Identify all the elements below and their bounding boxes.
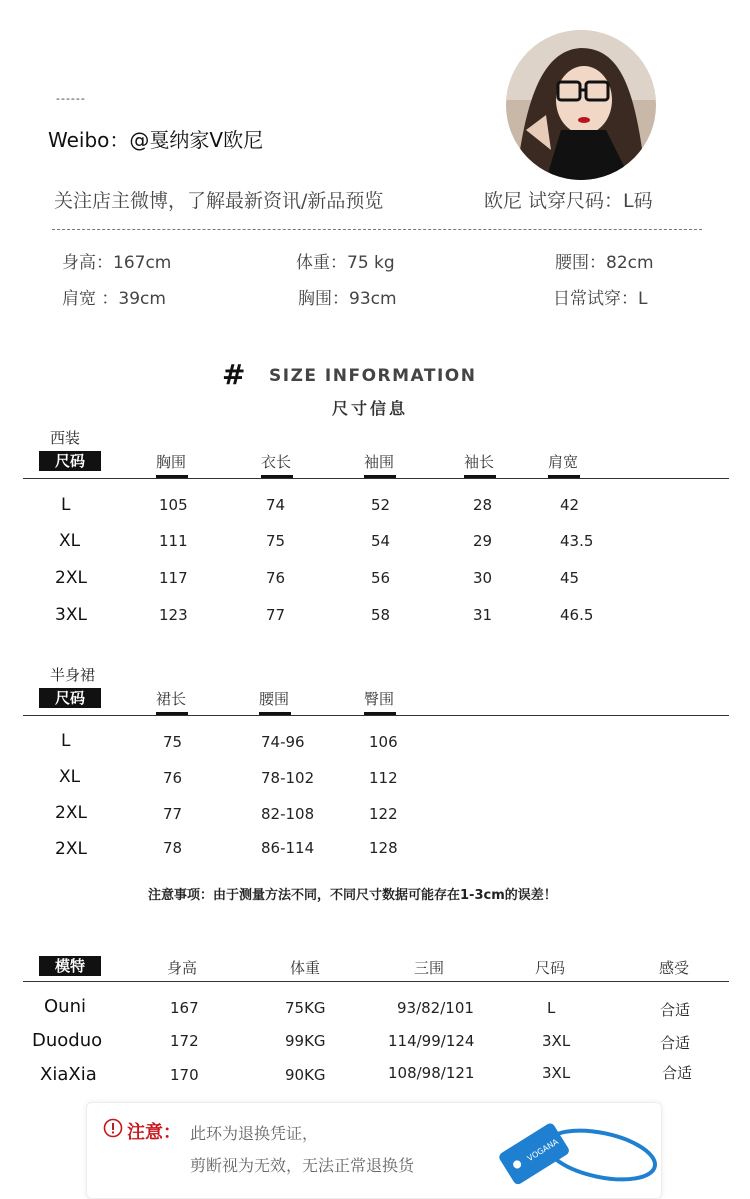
model-row-1-measurements: 93/82/101 (397, 999, 474, 1017)
table-divider (23, 981, 729, 982)
suit-row-3-shoulder: 45 (560, 569, 580, 587)
stat-height: 身高：167cm (62, 253, 172, 273)
model-row-3-name: XiaXia (40, 1064, 97, 1085)
stat-weight: 体重：75 kg (296, 253, 395, 273)
suit-header-sleeve-girth: 袖围 (364, 453, 395, 471)
model-header-model: 模特 (39, 956, 101, 976)
section-title-cn: 尺寸信息 (332, 399, 409, 418)
skirt-row-1-waist: 74-96 (261, 733, 305, 751)
stat-daily-size: 日常试穿：L (553, 289, 648, 309)
model-row-1-size: L (547, 999, 556, 1017)
suit-row-3-size: 2XL (55, 568, 87, 588)
suit-header-length: 衣长 (261, 453, 292, 471)
notice-line-2: 剪断视为无效，无法正常退换货 (190, 1156, 415, 1175)
suit-row-2-length: 75 (266, 532, 286, 550)
suit-row-2-shoulder: 43.5 (560, 532, 594, 550)
skirt-row-1-length: 75 (163, 733, 183, 751)
suit-row-1-sleeve-length: 28 (473, 496, 493, 514)
suit-row-3-bust: 117 (159, 569, 188, 587)
suit-header-bust: 胸围 (156, 453, 187, 471)
model-header-weight: 体重 (290, 959, 321, 977)
suit-header-shoulder: 肩宽 (548, 453, 579, 471)
suit-row-4-shoulder: 46.5 (560, 606, 594, 624)
skirt-row-3-size: 2XL (55, 803, 87, 823)
suit-row-2-sleeve-girth: 54 (371, 532, 391, 550)
suit-row-3-sleeve-length: 30 (473, 569, 493, 587)
model-row-2-weight: 99KG (285, 1032, 326, 1050)
suit-row-2-size: XL (59, 531, 81, 551)
model-header-size: 尺码 (535, 959, 566, 977)
table-divider (23, 715, 729, 716)
model-row-3-measurements: 108/98/121 (388, 1064, 475, 1082)
suit-row-4-sleeve-length: 31 (473, 606, 493, 624)
stat-shoulder: 肩宽 ：39cm (62, 289, 166, 309)
skirt-header-hip: 臀围 (364, 690, 395, 708)
suit-row-1-bust: 105 (159, 496, 188, 514)
skirt-row-4-size: 2XL (55, 839, 87, 859)
skirt-row-3-hip: 122 (369, 805, 398, 823)
measurement-note: 注意事项：由于测量方法不同，不同尺寸数据可能存在1-3cm的误差！ (148, 888, 557, 903)
skirt-row-4-waist: 86-114 (261, 839, 315, 857)
suit-row-4-length: 77 (266, 606, 286, 624)
notice-prefix: 注意： (127, 1122, 181, 1143)
avatar-photo (506, 30, 656, 180)
model-header-feeling: 感受 (659, 959, 690, 977)
skirt-header-length: 裙长 (156, 690, 187, 708)
stat-bust: 胸围：93cm (298, 289, 397, 309)
skirt-row-3-waist: 82-108 (261, 805, 315, 823)
section-title-en: SIZE INFORMATION (269, 366, 477, 386)
model-row-3-weight: 90KG (285, 1066, 326, 1084)
suit-row-1-sleeve-girth: 52 (371, 496, 391, 514)
suit-header-size: 尺码 (39, 451, 101, 471)
model-header-measurements: 三围 (414, 959, 445, 977)
skirt-row-4-length: 78 (163, 839, 183, 857)
skirt-row-4-hip: 128 (369, 839, 398, 857)
model-row-3-size: 3XL (542, 1064, 571, 1082)
decorative-dashes: ------ (56, 92, 86, 105)
suit-row-1-length: 74 (266, 496, 286, 514)
tag-text: VOGANA (525, 1137, 560, 1164)
suit-row-2-sleeve-length: 29 (473, 532, 493, 550)
notice-line-1: 此环为退换凭证， (190, 1124, 319, 1143)
skirt-table-label: 半身裙 (50, 666, 96, 684)
skirt-row-1-size: L (61, 731, 71, 751)
model-row-1-feeling: 合适 (660, 1001, 691, 1019)
avatar (506, 30, 656, 180)
notice-box (86, 1102, 662, 1199)
model-row-2-feeling: 合适 (660, 1034, 691, 1052)
model-row-1-name: Ouni (44, 996, 86, 1017)
return-tag-icon (491, 1105, 661, 1195)
suit-table-label: 西装 (50, 429, 81, 447)
table-divider (23, 478, 729, 479)
suit-row-1-shoulder: 42 (560, 496, 580, 514)
skirt-header-size: 尺码 (39, 688, 101, 708)
dashed-divider (52, 229, 702, 230)
weibo-handle: Weibo：@戛纳家V欧尼 (48, 128, 264, 152)
model-row-3-height: 170 (170, 1066, 199, 1084)
suit-row-4-bust: 123 (159, 606, 188, 624)
suit-header-sleeve-length: 袖长 (464, 453, 495, 471)
model-row-2-height: 172 (170, 1032, 199, 1050)
suit-row-2-bust: 111 (159, 532, 188, 550)
model-row-1-height: 167 (170, 999, 199, 1017)
suit-row-1-size: L (61, 495, 71, 515)
skirt-row-2-hip: 112 (369, 769, 398, 787)
model-row-2-size: 3XL (542, 1032, 571, 1050)
hash-icon: # (222, 358, 246, 391)
suit-row-3-sleeve-girth: 56 (371, 569, 391, 587)
model-row-3-feeling: 合适 (662, 1064, 693, 1082)
suit-row-3-length: 76 (266, 569, 286, 587)
skirt-row-3-length: 77 (163, 805, 183, 823)
skirt-row-2-length: 76 (163, 769, 183, 787)
follow-text: 关注店主微博，了解最新资讯/新品预览 (54, 190, 384, 212)
skirt-row-1-hip: 106 (369, 733, 398, 751)
model-row-2-measurements: 114/99/124 (388, 1032, 475, 1050)
warning-icon (103, 1118, 123, 1138)
suit-row-4-size: 3XL (55, 605, 87, 625)
model-header-height: 身高 (167, 959, 198, 977)
try-size-text: 欧尼 试穿尺码：L码 (484, 190, 653, 212)
model-row-2-name: Duoduo (32, 1030, 103, 1051)
skirt-row-2-waist: 78-102 (261, 769, 315, 787)
suit-row-4-sleeve-girth: 58 (371, 606, 391, 624)
stat-waist: 腰围：82cm (555, 253, 654, 273)
skirt-header-waist: 腰围 (259, 690, 290, 708)
skirt-row-2-size: XL (59, 767, 81, 787)
model-row-1-weight: 75KG (285, 999, 326, 1017)
